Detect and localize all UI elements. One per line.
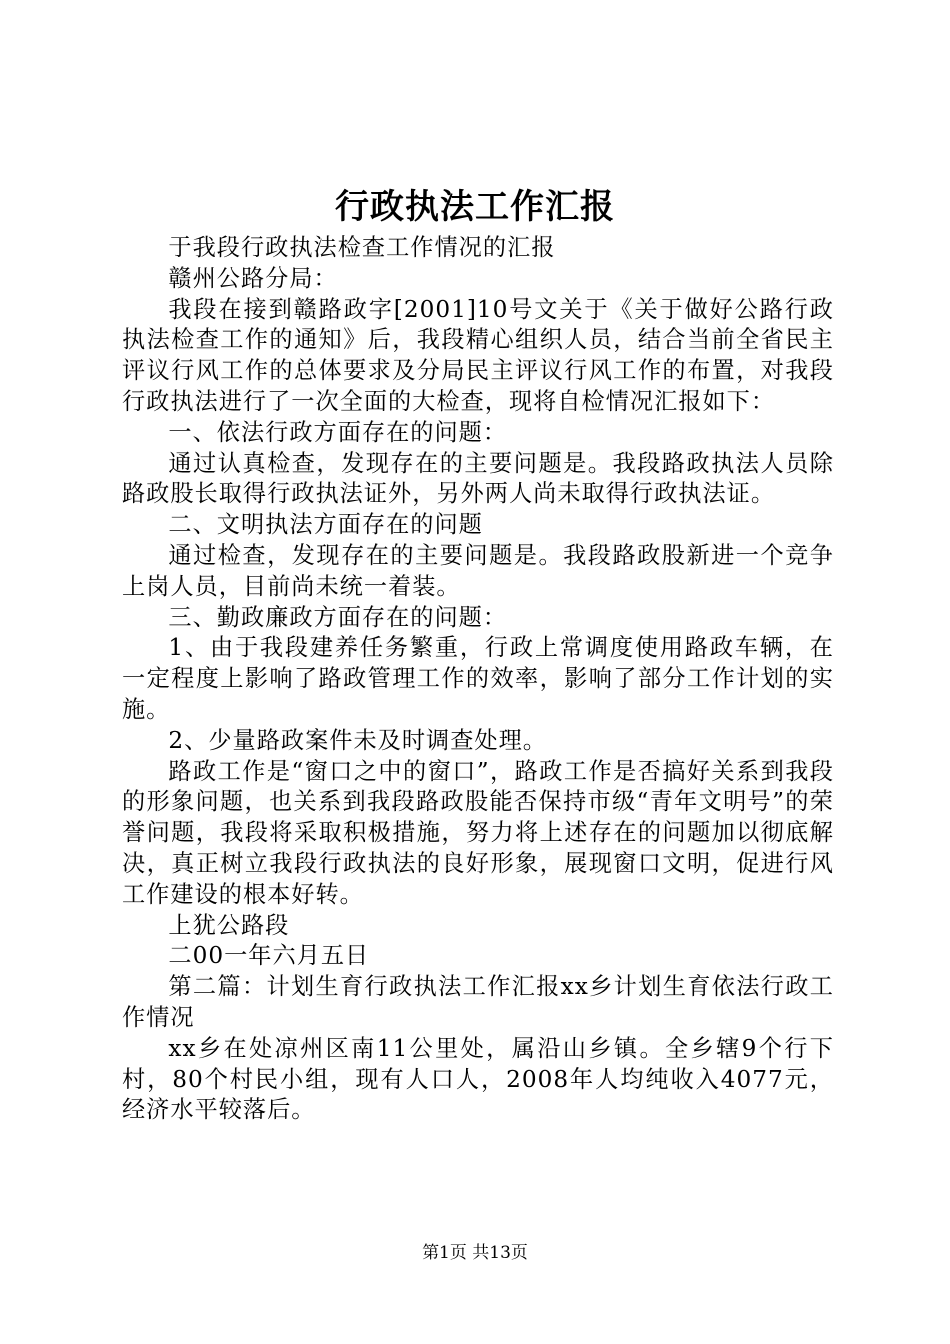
paragraph-item-1: 1、由于我段建养任务繁重，行政上常调度使用路政车辆，在一定程度上影响了路政管理工作的效率，影响了部分工作计划的实施。 <box>122 634 834 723</box>
paragraph-section-1: 通过认真检查，发现存在的主要问题是。我段路政执法人员除路政股长取得行政执法证外，另外两人尚未取得行政执法证。 <box>122 449 834 508</box>
page-number: 第1页 共13页 <box>422 1243 528 1263</box>
paragraph-section-2: 通过检查，发现存在的主要问题是。我段路政股新进一个竞争上岗人员，目前尚未统一着装。 <box>122 541 834 600</box>
heading-section-2: 二、文明执法方面存在的问题 <box>168 511 483 539</box>
heading-section-1: 一、依法行政方面存在的问题： <box>168 418 508 446</box>
paragraph-addressee: 赣州公路分局： <box>168 264 338 292</box>
document-title: 行政执法工作汇报 <box>335 187 615 227</box>
document-body <box>122 233 834 1126</box>
paragraph-item-2: 2、少量路政案件未及时调查处理。 <box>168 726 547 754</box>
paragraph-subtitle: 于我段行政执法检查工作情况的汇报 <box>168 234 556 261</box>
paragraph-intro: 我段在接到赣路政字[2001]10号文关于《关于做好公路行政执法检查工作的通知》后，我段精心组织人员，结合当前全省民主评议行风工作的总体要求及分局民主评议行风工作的布置，对我段行政执法进行了一次全面的大检查，现将自检情况汇报如下： <box>122 295 834 415</box>
paragraph-part-2-intro: xx乡在处凉州区南11公里处，属沿山乡镇。全乡辖9个行下村，80个村民小组，现有人口人，2008年人均纯收入4077元，经济水平较落后。 <box>122 1034 834 1124</box>
heading-section-3: 三、勤政廉政方面存在的问题： <box>168 603 508 631</box>
paragraph-conclusion: 路政工作是“窗口之中的窗口”，路政工作是否搞好关系到我段的形象问题，也关系到我段路政股能否保持市级“青年文明号”的荣誉问题，我段将采取积极措施，努力将上述存在的问题加以彻底解决，真正树立我段行政执法的良好形象，展现窗口文明，促进行风工作建设的根本好转。 <box>122 757 834 908</box>
signature-org: 上犹公路段 <box>168 911 290 939</box>
signature-date: 二00一年六月五日 <box>168 942 370 970</box>
heading-part-2: 第二篇：计划生育行政执法工作汇报xx乡计划生育依法行政工作情况 <box>122 973 834 1031</box>
